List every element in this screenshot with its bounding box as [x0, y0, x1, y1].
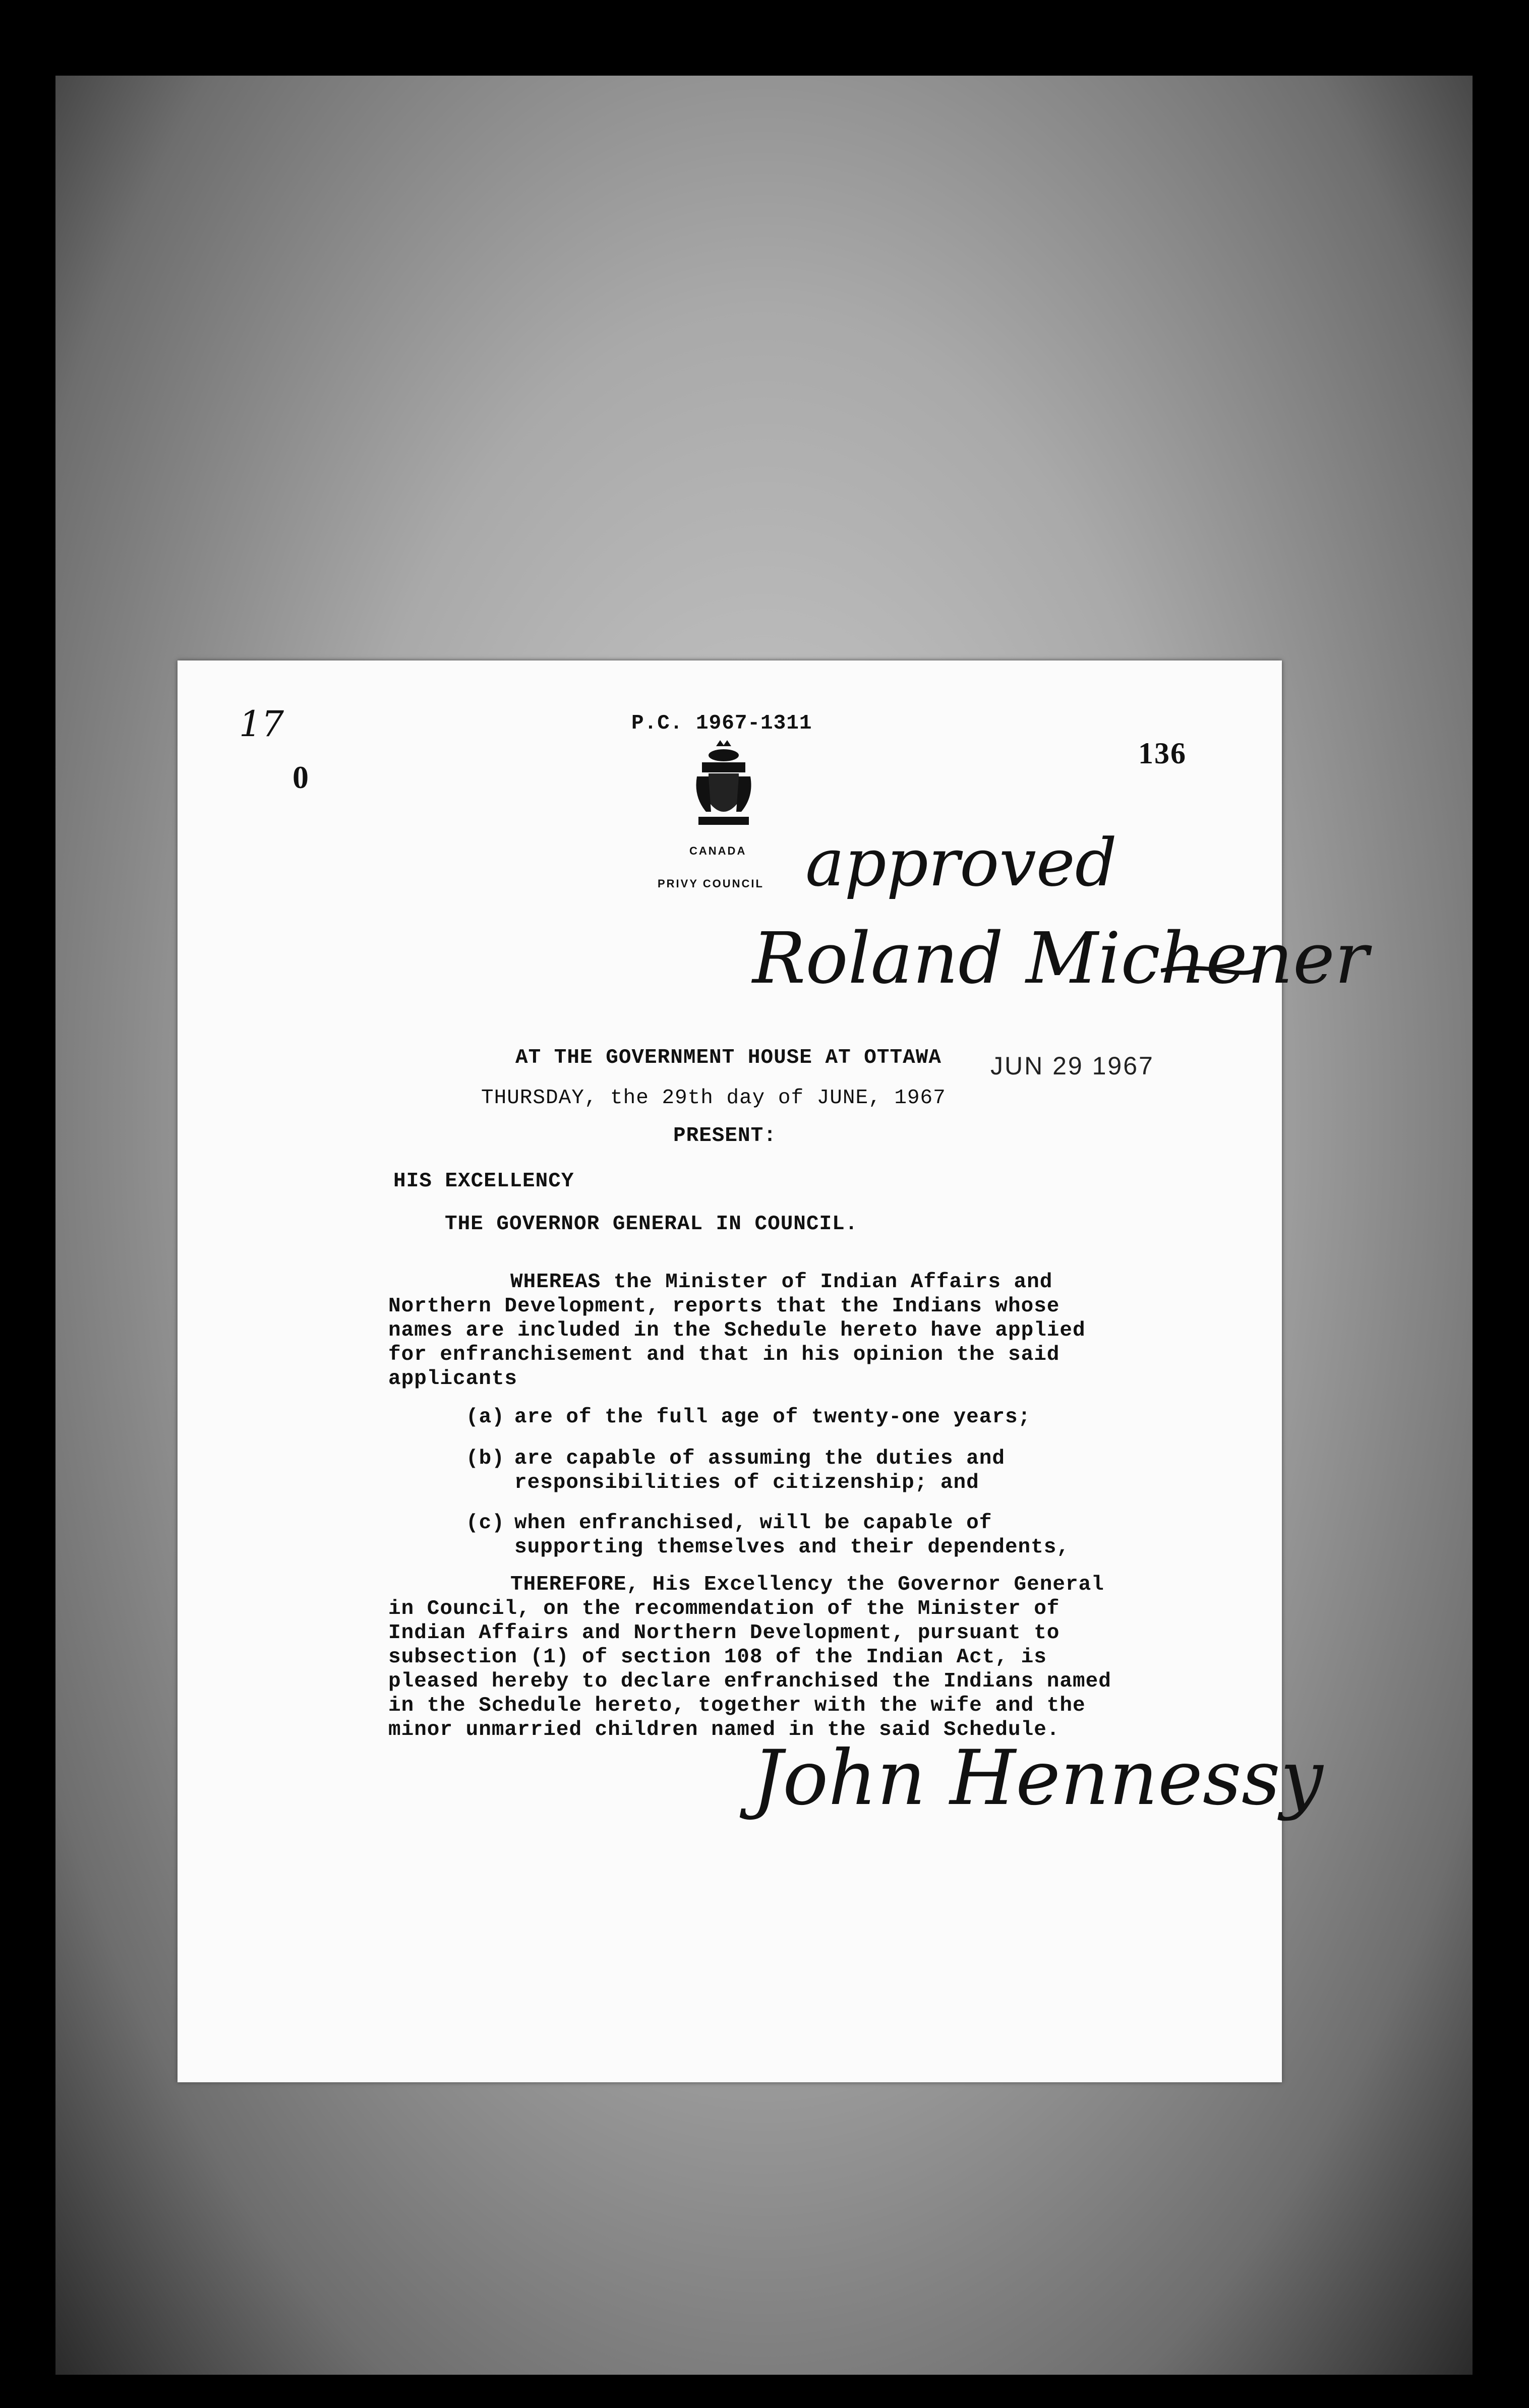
heading: AT THE GOVERNMENT HOUSE AT OTTAWA	[515, 1046, 942, 1069]
date-line: THURSDAY, the 29th day of JUNE, 1967	[481, 1087, 946, 1110]
whereas-line: names are included in the Schedule hereto have applied	[388, 1319, 1086, 1342]
punch-hole-mark: 0	[292, 759, 310, 795]
crest-caption-canada: CANADA	[689, 845, 747, 857]
page-number: 136	[1138, 737, 1187, 770]
order-number: P.C. 1967-1311	[631, 712, 812, 735]
whereas-line: Northern Development, reports that the Indians whose	[388, 1295, 1060, 1318]
clause-text: responsibilities of citizenship; and	[514, 1471, 979, 1494]
clause-label: (c)	[466, 1512, 505, 1535]
therefore-line: subsection (1) of section 108 of the Indian Act, is	[388, 1646, 1047, 1669]
clause-text: when enfranchised, will be capable of	[514, 1512, 992, 1535]
clerk-signature: John Hennessy	[752, 1734, 1323, 1822]
crest-caption-privy-council: PRIVY COUNCIL	[658, 877, 764, 890]
therefore-line: pleased hereby to declare enfranchised the Indians named	[388, 1670, 1111, 1693]
therefore-line: in the Schedule hereto, together with the wife and the	[388, 1694, 1086, 1717]
therefore-line: THEREFORE, His Excellency the Governor General	[510, 1573, 1104, 1596]
coat-of-arms-icon	[691, 736, 756, 832]
whereas-line: applicants	[388, 1367, 518, 1391]
approver-signature: Roland Michener	[752, 918, 1369, 1000]
signature-flourish-icon	[1161, 963, 1257, 978]
therefore-line: minor unmarried children named in the said Schedule.	[388, 1718, 1060, 1741]
whereas-line: for enfranchisement and that in his opinion the said	[388, 1343, 1060, 1366]
handwritten-approved: approved	[805, 824, 1117, 901]
handwritten-corner-number: 17	[239, 703, 284, 745]
clause-label: (b)	[466, 1447, 505, 1470]
salutation-governor-general: THE GOVERNOR GENERAL IN COUNCIL.	[445, 1213, 858, 1236]
document-page	[178, 660, 1369, 2082]
date-stamp: JUN 29 1967	[990, 1052, 1154, 1080]
clause-label: (a)	[466, 1406, 505, 1429]
clause-text: supporting themselves and their dependents,	[514, 1536, 1070, 1559]
salutation-his-excellency: HIS EXCELLENCY	[393, 1170, 574, 1193]
clause-text: are of the full age of twenty-one years;	[514, 1406, 1031, 1429]
therefore-line: Indian Affairs and Northern Development, pursuant to	[388, 1621, 1060, 1645]
therefore-line: in Council, on the recommendation of the Minister of	[388, 1597, 1060, 1620]
present-label: PRESENT:	[673, 1124, 777, 1148]
whereas-line: WHEREAS the Minister of Indian Affairs and	[510, 1271, 1053, 1294]
clause-text: are capable of assuming the duties and	[514, 1447, 1005, 1470]
